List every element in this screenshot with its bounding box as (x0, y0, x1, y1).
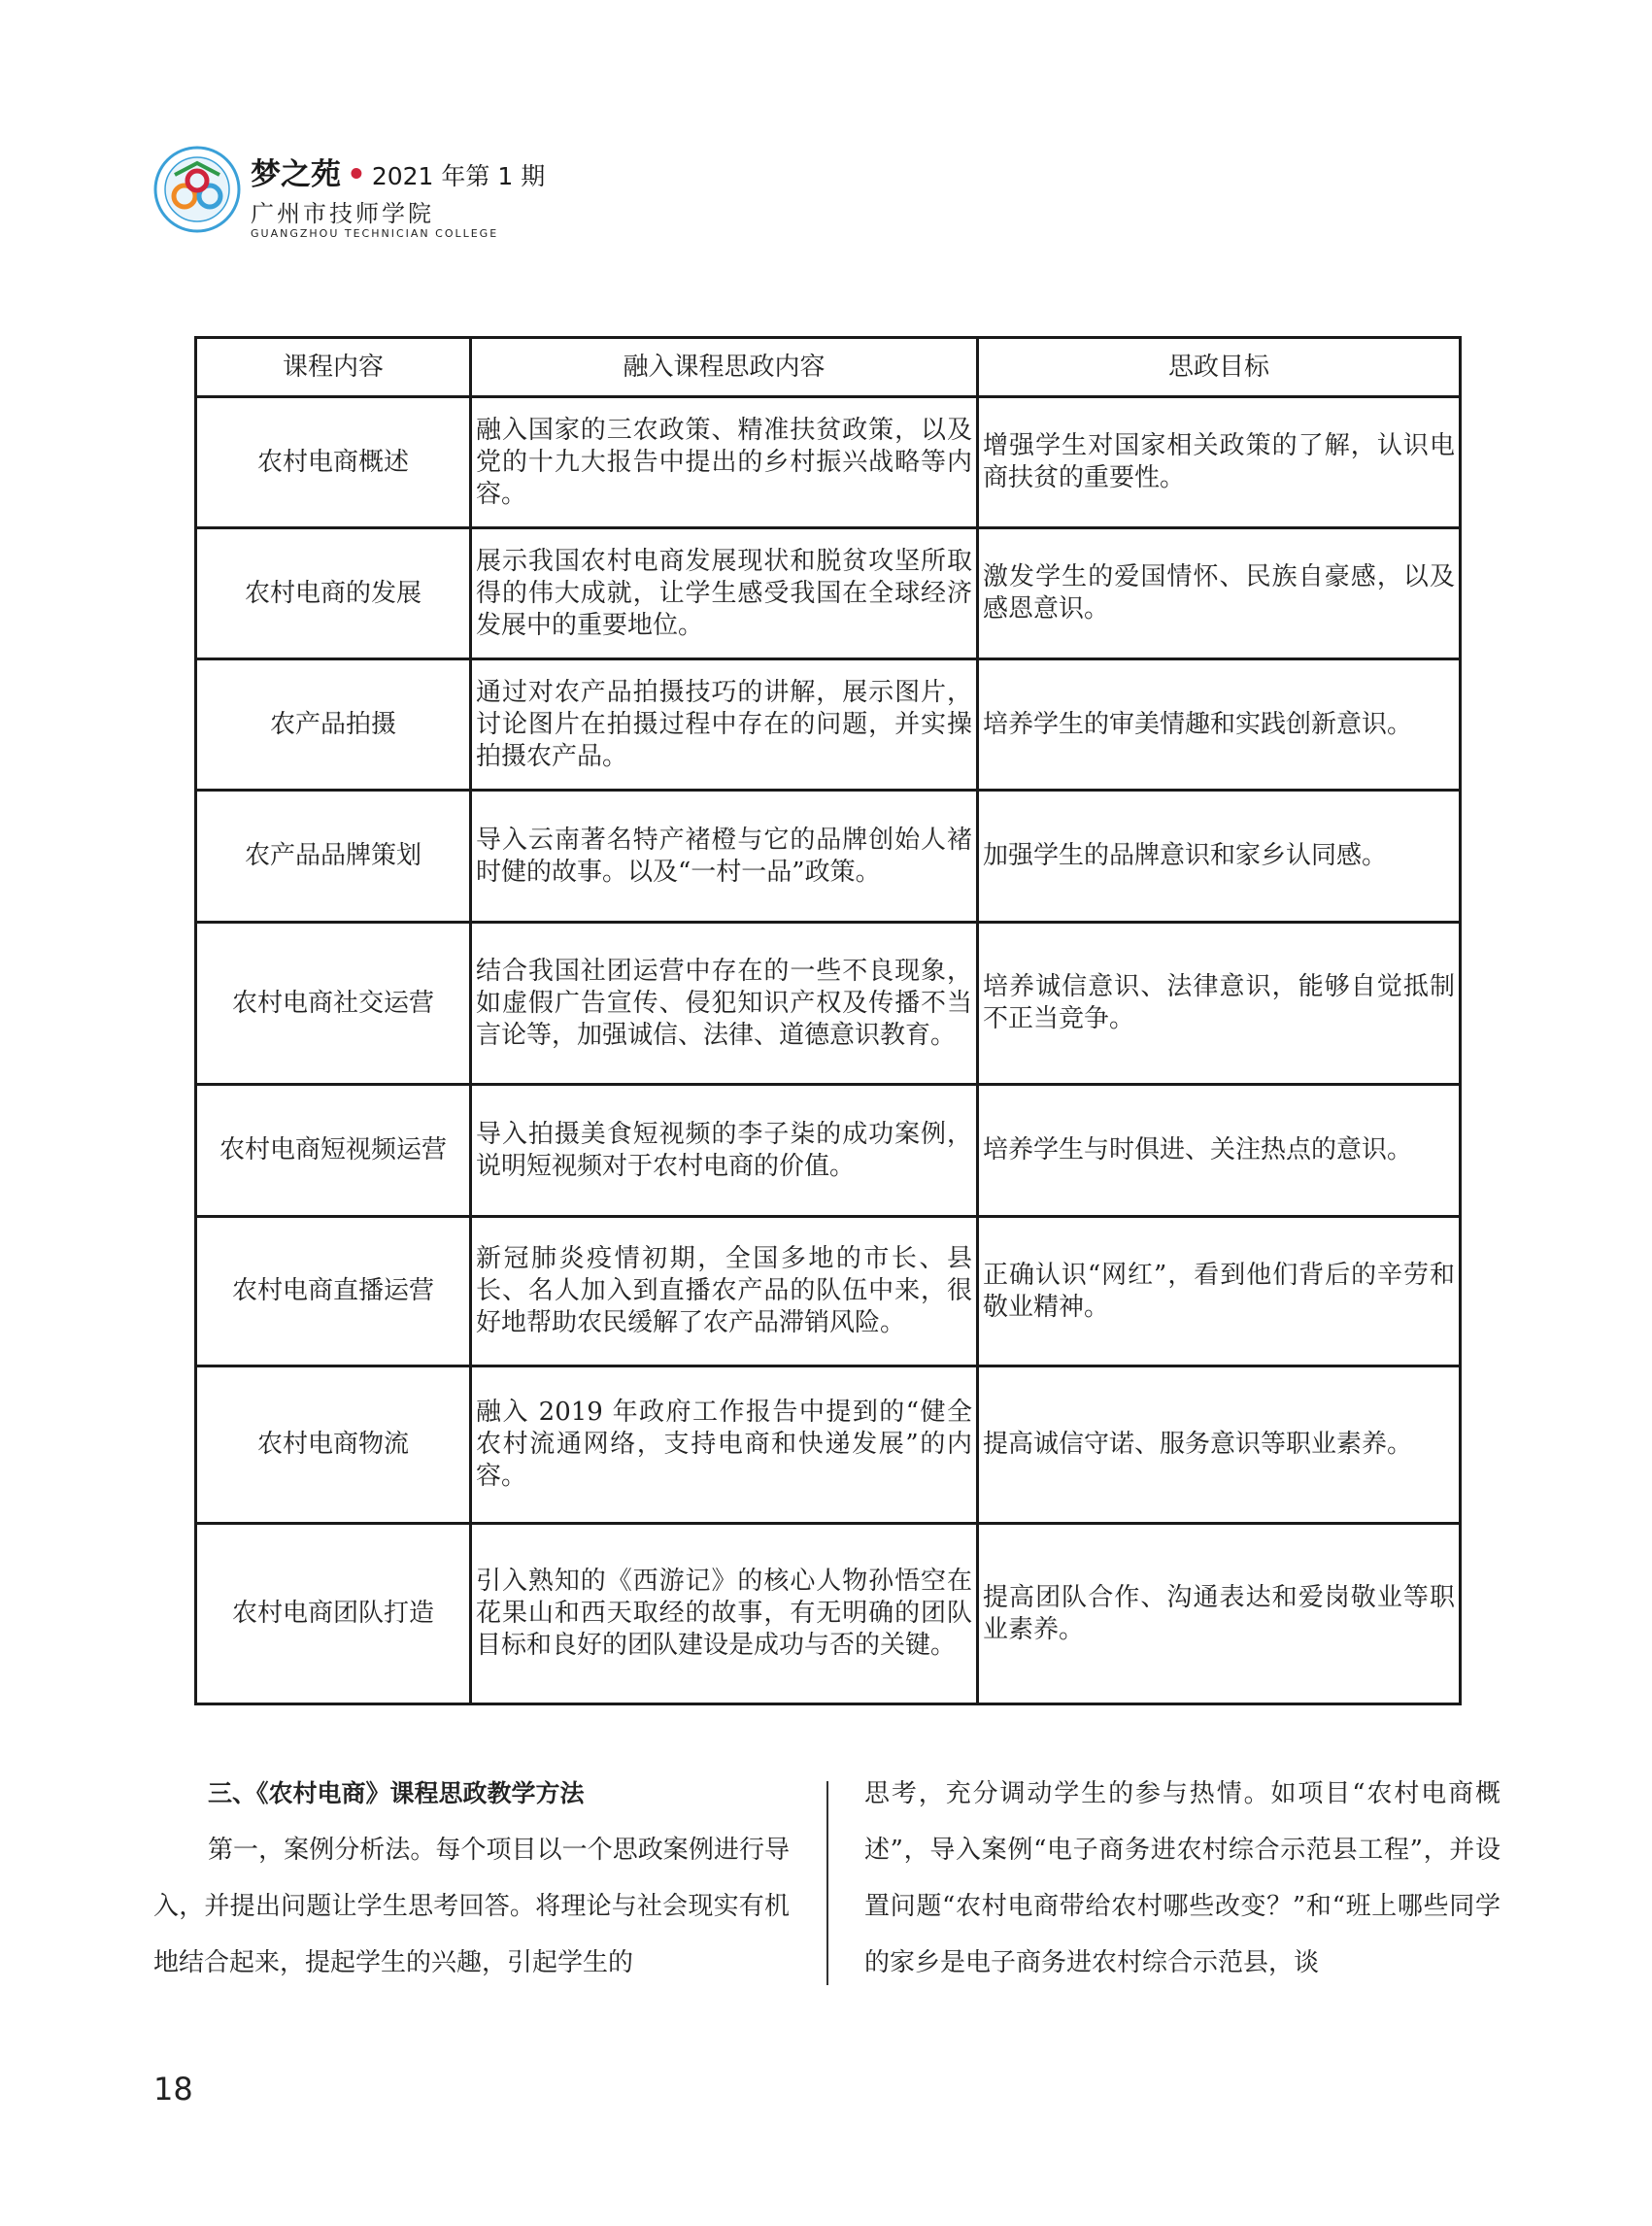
cell-goal: 正确认识“网红”，看到他们背后的辛劳和敬业精神。 (978, 1217, 1461, 1366)
cell-goal: 激发学生的爱国情怀、民族自豪感，以及感恩意识。 (978, 528, 1461, 659)
cell-course: 农村电商直播运营 (196, 1217, 471, 1366)
cell-content: 通过对农产品拍摄技巧的讲解，展示图片，讨论图片在拍摄过程中存在的问题，并实操拍摄农产品。 (471, 659, 978, 791)
body-paragraph-continued: 思考，充分调动学生的参与热情。如项目“农村电商概述”，导入案例“电子商务进农村综合示范县工程”，并设置问题“农村电商带给农村哪些改变？”和“班上哪些同学的家乡是电子商务进农村综合示范县，谈 (864, 1779, 1500, 1977)
college-logo-icon (153, 146, 241, 233)
table-row (196, 923, 1461, 1085)
cell-content: 结合我国社团运营中存在的一些不良现象，如虚假广告宣传、侵犯知识产权及传播不当言论等，加强诚信、法律、道德意识教育。 (471, 923, 978, 1085)
masthead (153, 146, 581, 243)
cell-course: 农产品拍摄 (196, 659, 471, 791)
cell-course: 农村电商社交运营 (196, 923, 471, 1085)
table-row (196, 791, 1461, 923)
cell-goal: 提高团队合作、沟通表达和爱岗敬业等职业素养。 (978, 1524, 1461, 1704)
left-column (153, 1766, 790, 1991)
cell-goal: 培养诚信意识、法律意识，能够自觉抵制不正当竞争。 (978, 923, 1461, 1085)
cell-goal: 培养学生的审美情趣和实践创新意识。 (978, 659, 1461, 791)
issue-label: 2021 年第 1 期 (371, 162, 546, 190)
body-paragraph: 第一，案例分析法。每个项目以一个思政案例进行导入，并提出问题让学生思考回答。将理论与社会现实有机地结合起来，提起学生的兴趣，引起学生的 (153, 1836, 790, 1977)
header-content: 融入课程思政内容 (471, 338, 978, 397)
cell-content: 导入云南著名特产褚橙与它的品牌创始人褚时健的故事。以及“一村一品”政策。 (471, 791, 978, 923)
school-name-cn: 广州市技师学院 (251, 200, 434, 227)
table-row (196, 659, 1461, 791)
table-row (196, 1524, 1461, 1704)
cell-content: 融入国家的三农政策、精准扶贫政策，以及党的十九大报告中提出的乡村振兴战略等内容。 (471, 397, 978, 528)
table-row (196, 1217, 1461, 1366)
cell-course: 农村电商的发展 (196, 528, 471, 659)
cell-content: 融入 2019 年政府工作报告中提到的“健全农村流通网络，支持电商和快递发展”的内容。 (471, 1366, 978, 1524)
school-name-en: GUANGZHOU TECHNICIAN COLLEGE (251, 227, 499, 240)
cell-content: 导入拍摄美食短视频的李子柒的成功案例，说明短视频对于农村电商的价值。 (471, 1085, 978, 1217)
table-row (196, 528, 1461, 659)
cell-course: 农村电商短视频运营 (196, 1085, 471, 1217)
course-table (194, 336, 1462, 1705)
header-goal: 思政目标 (978, 338, 1461, 397)
table-header-row (196, 338, 1461, 397)
right-column (864, 1766, 1500, 1991)
cell-content: 展示我国农村电商发展现状和脱贫攻坚所取得的伟大成就，让学生感受我国在全球经济发展中的重要地位。 (471, 528, 978, 659)
section-title: 三、《农村电商》课程思政教学方法 (208, 1779, 585, 1807)
cell-course: 农村电商团队打造 (196, 1524, 471, 1704)
cell-course: 农村电商物流 (196, 1366, 471, 1524)
page-number: 18 (153, 2071, 193, 2108)
column-divider (826, 1781, 828, 1985)
cell-goal: 加强学生的品牌意识和家乡认同感。 (978, 791, 1461, 923)
table-row (196, 1366, 1461, 1524)
cell-goal: 培养学生与时俱进、关注热点的意识。 (978, 1085, 1461, 1217)
cell-goal: 提高诚信守诺、服务意识等职业素养。 (978, 1366, 1461, 1524)
cell-course: 农产品品牌策划 (196, 791, 471, 923)
header-course: 课程内容 (196, 338, 471, 397)
cell-content: 引入熟知的《西游记》的核心人物孙悟空在花果山和西天取经的故事，有无明确的团队目标和良好的团队建设是成功与否的关键。 (471, 1524, 978, 1704)
cell-goal: 增强学生对国家相关政策的了解，认识电商扶贫的重要性。 (978, 397, 1461, 528)
cell-course: 农村电商概述 (196, 397, 471, 528)
journal-title: 梦之苑 • 2021 年第 1 期 (251, 157, 546, 192)
table-row (196, 1085, 1461, 1217)
cell-content: 新冠肺炎疫情初期，全国多地的市长、县长、名人加入到直播农产品的队伍中来，很好地帮助农民缓解了农产品滞销风险。 (471, 1217, 978, 1366)
table-row (196, 397, 1461, 528)
